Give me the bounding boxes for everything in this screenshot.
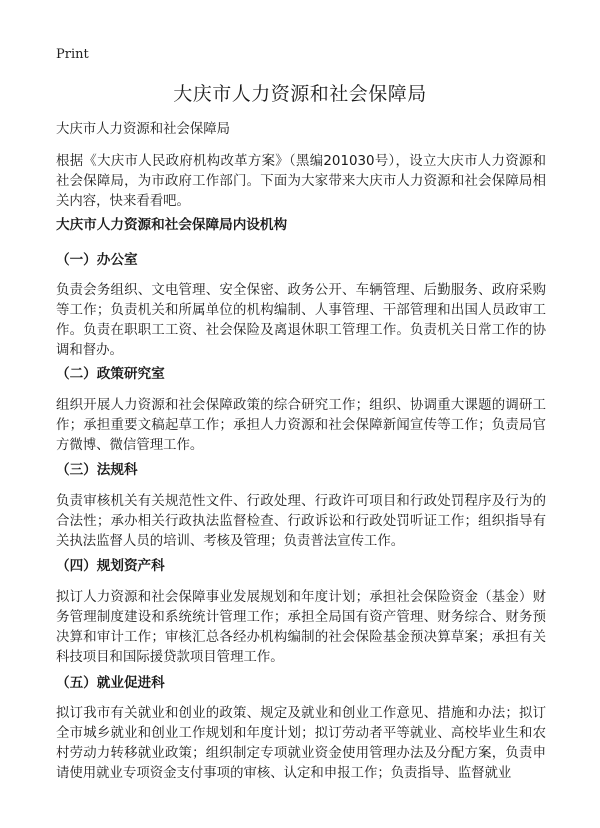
print-link[interactable]: Print [56, 47, 89, 62]
subtitle-line: 大庆市人力资源和社会保障局 [56, 122, 231, 137]
section-heading: 大庆市人力资源和社会保障局内设机构 [56, 217, 288, 233]
intro-paragraph: 根据《大庆市人民政府机构改革方案》（黑编201030号），设立大庆市人力资源和社会保障局，为市政府工作部门。下面为大家带来大庆市人力资源和社会保障局相关内容，快来看看吧。 [56, 154, 546, 209]
unit-heading-employment: （五）就业促进科 [56, 675, 165, 691]
unit-body-policy-research: 组织开展人力资源和社会保障政策的综合研究工作；组织、协调重大课题的调研工作；承担重要文稿起草工作；承担人力资源和社会保障新闻宣传等工作；负责局官方微博、微信管理工作。 [56, 398, 546, 453]
unit-heading-office: （一）办公室 [56, 252, 138, 268]
unit-body-legal: 负责审核机关有关规范性文件、行政处理、行政许可项目和行政处罚程序及行为的合法性；承办相关行政执法监督检查、行政诉讼和行政处罚听证工作；组织指导有关执法监督人员的培训、考核及管理；负责普法宣传工作。 [56, 494, 546, 549]
unit-heading-planning-assets: （四）规划资产科 [56, 558, 165, 574]
unit-heading-policy-research: （二）政策研究室 [56, 366, 165, 382]
unit-body-employment: 拟订我市有关就业和创业的政策、规定及就业和创业工作意见、措施和办法；拟订全市城乡就业和创业工作规划和年度计划；拟订劳动者平等就业、高校毕业生和农村劳动力转移就业政策；组织制定专项就业资金使用管理办法及分配方案，负责申请使用就业专项资金支付事项的审核、认定和申报工作；负责指导、监督就业 [56, 706, 546, 781]
unit-body-office: 负责会务组织、文电管理、安全保密、政务公开、车辆管理、后勤服务、政府采购等工作；负责机关和所属单位的机构编制、人事管理、干部管理和出国人员政审工作。负责在职职工工资、社会保险及离退休职工管理工作。负责机关日常工作的协调和督办。 [56, 283, 546, 358]
unit-heading-legal: （三）法规科 [56, 462, 138, 478]
unit-body-planning-assets: 拟订人力资源和社会保障事业发展规划和年度计划；承担社会保险资金（基金）财务管理制度建设和系统统计管理工作；承担全局国有资产管理、财务综合、财务预决算和审计工作；审核汇总各经办机构编制的社会保险基金预决算草案；承担有关科技项目和国际援贷款项目管理工作。 [56, 590, 546, 665]
page-title: 大庆市人力资源和社会保障局 [173, 83, 427, 105]
